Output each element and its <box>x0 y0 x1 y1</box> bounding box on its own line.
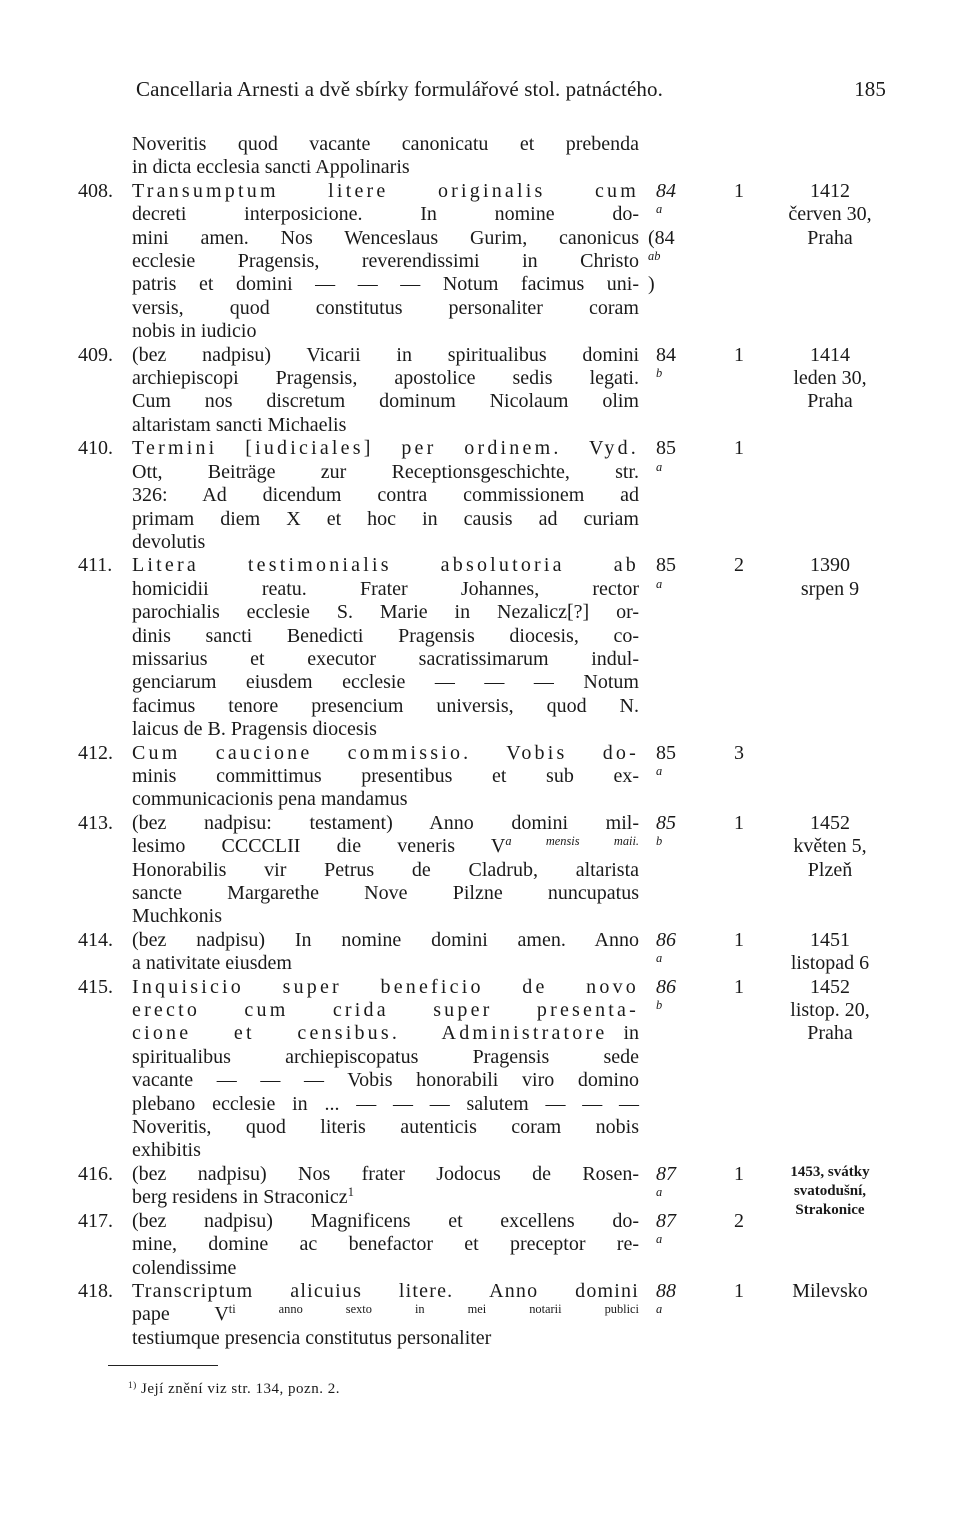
entry-date-place: 1451 listopad 6 <box>790 928 870 975</box>
register-entry-409 <box>0 344 960 438</box>
register-entries <box>0 133 960 1350</box>
footnote-marker: 1 <box>347 1185 354 1200</box>
entry-line: in dicta ecclesia sancti Appolinaris <box>132 156 410 179</box>
entry-line: altaristam sancti Michaelis <box>132 413 347 436</box>
entry-line: berg residens in Straconicz$^1$ <box>132 1185 354 1209</box>
entry-line: laicus de B. Pragensis diocesis <box>132 718 377 741</box>
folio-reference: 84 $^a$ (84 $^{ab}$ ) <box>648 179 676 296</box>
entry-line: Inquisicio super beneficio de novo <box>132 975 639 998</box>
entry-line: ecclesie Pragensis, reverendissimi in Christo <box>132 250 639 273</box>
entry-text <box>132 344 639 438</box>
entry-text <box>132 180 639 344</box>
entry-line: exhibitis <box>132 1139 201 1162</box>
entry-date-place: 1452 květen 5, Plzeň <box>793 811 867 881</box>
folio-reference: 85 $^a$ <box>656 554 676 591</box>
footnote-number: 1) <box>128 1380 137 1391</box>
entry-number: 409. <box>78 343 113 366</box>
entry-number: 412. <box>78 741 113 764</box>
entry-count: 2 <box>734 554 744 577</box>
folio-reference: 84 $^b$ <box>656 343 676 381</box>
entry-count: 1 <box>734 1279 744 1302</box>
entry-number: 411. <box>78 554 113 577</box>
entry-line: versis, quod constitutus personaliter coram <box>132 296 639 319</box>
entry-line: 326: Ad dicendum contra commissionem ad <box>132 484 639 507</box>
entry-number: 414. <box>78 928 113 951</box>
entry-line: lesimo CCCCLII die veneris $V^{a mensis maii.}$ <box>132 834 640 858</box>
entry-line: archiepiscopi Pragensis, apostolice sedis legati. <box>132 367 639 390</box>
entry-line: patris et domini — — — Notum facimus uni- <box>132 273 639 296</box>
footnote-text: Její znění viz str. 134, pozn. 2. <box>141 1381 340 1397</box>
register-entry-412 <box>0 742 960 812</box>
entry-text <box>132 1163 639 1210</box>
entry-line: Muchkonis <box>132 905 222 928</box>
page-number: 185 <box>854 77 886 101</box>
entry-line: vacante — — — Vobis honorabili viro domino <box>132 1069 639 1092</box>
entry-date-place: 1414 leden 30, Praha <box>793 343 867 413</box>
entry-line: decreti interposicione. In nomine do- <box>132 203 639 226</box>
register-entry-410 <box>0 437 960 554</box>
entry-date-place: 1390 srpen 9 <box>800 554 860 600</box>
entry-date-place: 1452 listop. 20, Praha <box>790 975 870 1045</box>
entry-count: 1 <box>734 343 744 366</box>
entry-line: (bez nadpisu) Nos frater Jodocus de Rosen- <box>132 1162 639 1185</box>
entry-line: genciarum eiusdem ecclesie — — — Notum <box>132 671 639 694</box>
entry-text <box>132 812 639 929</box>
entry-line: facimus tenore presencium universis, quod N. <box>132 694 639 717</box>
entry-text <box>132 437 639 554</box>
entry-text <box>132 742 639 812</box>
folio-reference: 86 $^a$ <box>656 928 676 966</box>
entry-line: (bez nadpisu) Vicarii in spiritualibus domini <box>132 343 639 366</box>
footnote <box>128 1380 340 1398</box>
entry-line: a nativitate eiusdem <box>132 952 292 975</box>
entry-count: 1 <box>734 1162 744 1185</box>
entry-count: 1 <box>734 437 744 460</box>
entry-line: mine, domine ac benefactor et preceptor re- <box>132 1233 639 1256</box>
folio-reference: 87 $^a$ <box>656 1209 676 1247</box>
entry-count: 1 <box>734 975 744 998</box>
entry-text <box>132 1210 639 1280</box>
entry-line: (bez nadpisu: testament) Anno domini mil- <box>132 811 639 834</box>
entry-line: Noveritis quod vacante canonicatu et prebenda <box>132 133 639 155</box>
register-entry-418 <box>0 1280 960 1350</box>
entry-line: erecto cum crida super presenta- <box>132 999 639 1022</box>
entry-line: Cum caucione commissio. Vobis do- <box>132 741 639 764</box>
folio-reference: 85 $^a$ <box>656 437 676 474</box>
register-entry-417 <box>0 1210 960 1280</box>
entry-number: 417. <box>78 1209 113 1232</box>
entry-line: testiumque presencia constitutus personaliter <box>132 1326 492 1349</box>
entry-count: 1 <box>734 928 744 951</box>
entry-line: cione et censibus. Administratore in <box>132 1022 639 1045</box>
entry-count: 2 <box>734 1209 744 1232</box>
entry-line: Termini [iudiciales] per ordinem. Vyd. <box>132 437 639 460</box>
folio-reference: 86 $^b$ <box>656 975 676 1013</box>
entry-line: Ott, Beiträge zur Receptionsgeschichte, str. <box>132 460 639 483</box>
entry-line: primam diem X et hoc in causis ad curiam <box>132 507 639 530</box>
entry-text <box>132 554 639 741</box>
register-entry-411 <box>0 554 960 741</box>
folio-reference: 87 $^a$ <box>656 1162 676 1200</box>
entry-line: devolutis <box>132 530 206 553</box>
entry-line: plebano ecclesie in ... — — — salutem — — — <box>132 1092 639 1115</box>
entry-line: pape $V^{ti anno sexto in mei notarii publici}$ <box>132 1302 639 1326</box>
entry-line: Noveritis, quod literis autenticis coram nobis <box>132 1116 639 1139</box>
entry-line: minis committimus presentibus et sub ex- <box>132 764 639 787</box>
register-entry-416 <box>0 1162 960 1218</box>
entry-line: Honorabilis vir Petrus de Cladrub, altarista <box>132 858 639 881</box>
register-entry-408 <box>0 180 960 344</box>
entry-count: 3 <box>734 741 744 764</box>
entry-line: missarius et executor sacratissimarum indul- <box>132 647 639 670</box>
entry-line: communicacionis pena mandamus <box>132 788 408 811</box>
entry-line: (bez nadpisu) Magnificens et excellens do- <box>132 1209 639 1232</box>
entry-number: 413. <box>78 811 113 834</box>
entry-date-place: 1412 červen 30, Praha <box>788 179 872 249</box>
entry-number: 418. <box>78 1279 113 1302</box>
entry-date-place: 1453, svátky svatodušní, Strakonice <box>790 1163 870 1218</box>
entry-number: 415. <box>78 975 113 998</box>
running-head <box>136 76 886 102</box>
folio-reference: 85 $^b$ <box>656 811 676 849</box>
entry-count: 1 <box>734 179 744 202</box>
entry-text <box>132 133 639 180</box>
entry-line: (bez nadpisu) In nomine domini amen. Anno <box>132 928 639 951</box>
folio-reference: 85 $^a$ <box>656 741 676 779</box>
entry-count: 1 <box>734 811 744 834</box>
footnote-divider <box>108 1365 218 1366</box>
entry-line: Cum nos discretum dominum Nicolaum olim <box>132 390 639 413</box>
entry-number: 408. <box>78 179 113 202</box>
running-head-title: Cancellaria Arnesti a dvě sbírky formulářové stol. patnáctého. <box>136 77 663 101</box>
entry-number: 410. <box>78 437 113 460</box>
entry-line: sancte Margarethe Nove Pilzne nuncupatus <box>132 882 639 904</box>
entry-text <box>132 976 639 1163</box>
entry-line: homicidii reatu. Frater Johannes, rector <box>132 577 639 600</box>
register-entry-414 <box>0 929 960 976</box>
entry-line: colendissime <box>132 1256 237 1279</box>
entry-text <box>132 929 639 976</box>
entry-line: parochialis ecclesie S. Marie in Nezalicz[?] or- <box>132 601 639 624</box>
folio-reference: 88 $^a$ <box>656 1279 676 1317</box>
register-entry-415 <box>0 976 960 1163</box>
entry-line: Transcriptum alicuius litere. Anno domini <box>132 1279 639 1302</box>
entry-date-place: Milevsko <box>792 1279 868 1302</box>
entry-number: 416. <box>78 1162 113 1185</box>
entry-text <box>132 1280 639 1350</box>
entry-line: mini amen. Nos Wenceslaus Gurim, canonicus <box>132 226 639 249</box>
entry-line: dinis sancti Benedicti Pragensis diocesis, co- <box>132 624 639 647</box>
entry-line: spiritualibus archiepiscopatus Pragensis sede <box>132 1045 639 1068</box>
entry-line: Transumptum litere originalis cum <box>132 179 639 202</box>
entry-line: Litera testimonialis absolutoria ab <box>132 554 639 577</box>
register-entry-413 <box>0 812 960 929</box>
entry-line: nobis in iudicio <box>132 320 257 343</box>
register-entry-continuation <box>0 133 960 180</box>
